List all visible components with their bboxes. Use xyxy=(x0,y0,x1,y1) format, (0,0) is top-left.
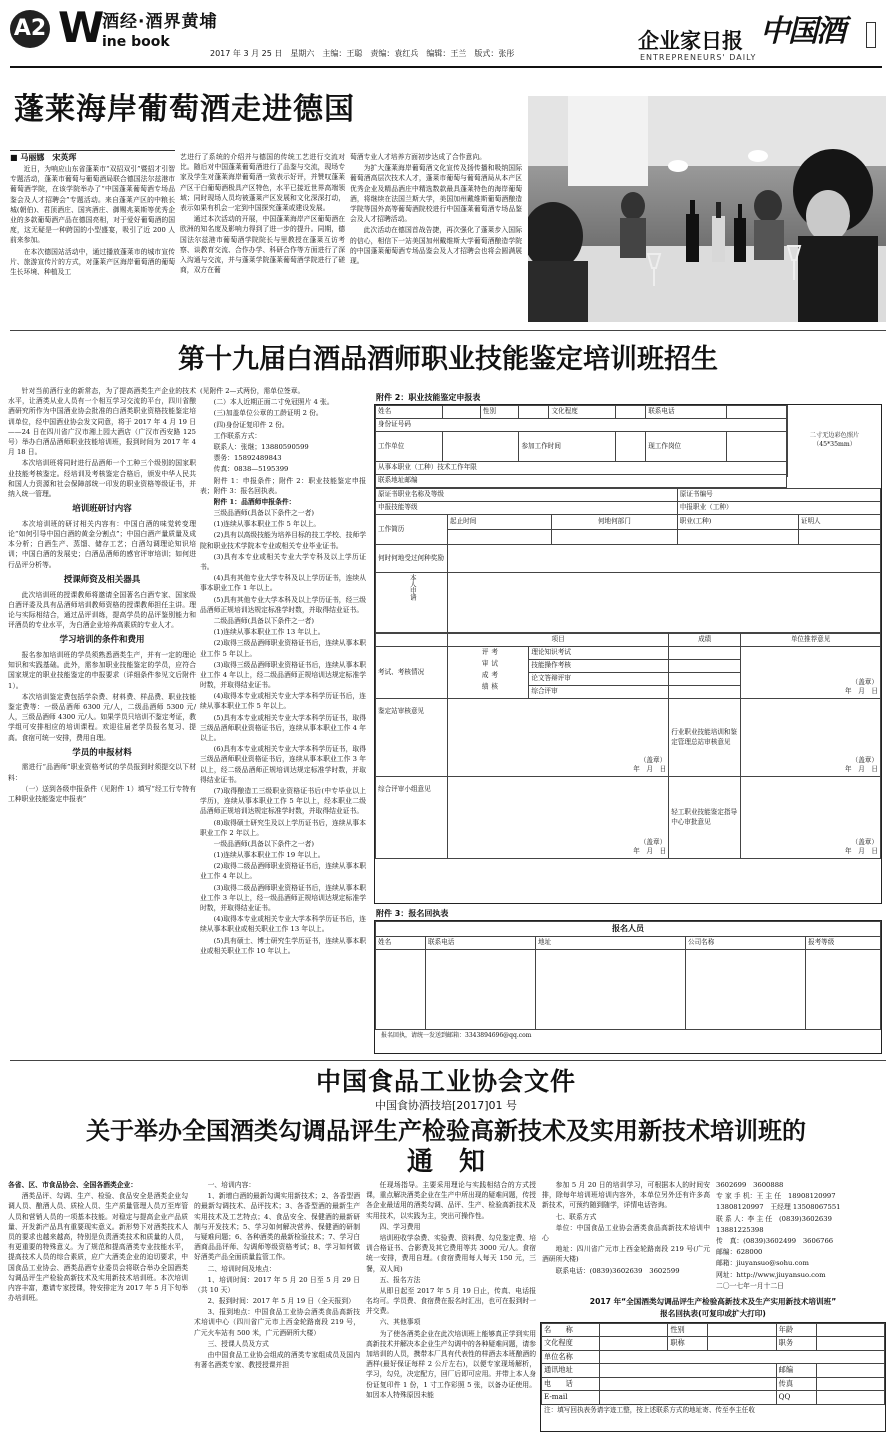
paragraph: 从即日起至 2017 年 5 月 19 日止，传真、电话报名均可。学员费、食宿费在报名时汇出，也可在报到时一并交费。 xyxy=(366,1286,536,1316)
form-label: 联系地址邮编 xyxy=(376,475,787,488)
paragraph: (4)取得本专业或相关专业大学本科学历证书后，连续从事本职业工作 5 年以上。 xyxy=(200,692,366,711)
masthead-rule xyxy=(10,66,882,68)
paragraph: 13881225398 xyxy=(716,1225,764,1234)
form-label xyxy=(448,699,669,777)
form-label: 联系电话 xyxy=(646,406,727,419)
form3-footer: 报名回执，请统一发送到邮箱：3343894696@qq.com xyxy=(381,1031,532,1039)
form-label: 公司名称 xyxy=(686,936,806,949)
form-label: 参加工作时间 xyxy=(519,432,616,462)
registration-receipt-form xyxy=(374,920,882,1054)
paragraph: （一）送到各级申报条件（见附件 1）填写“经工行专特有工种职业技能鉴定申报表” xyxy=(8,784,196,803)
form-label: 成绩 xyxy=(669,634,741,647)
paragraph: (2)取得三级品酒师职业资格证书后，连续从事本职业工作 5 年以上。 xyxy=(200,639,366,658)
form-label: 通讯地址 xyxy=(542,1364,600,1377)
paragraph: 二〇一七年一月十二日 xyxy=(716,1281,784,1290)
date-text: 年 月 日 xyxy=(633,847,667,856)
receipt-form-note: 注：填写回执表务请字迹工整，按上述联系方式的地址寄、传至李主任收 xyxy=(544,1405,755,1414)
paragraph: (5)具有其他专业大学本科及以上学历证书，经三级品酒师正规培训达规定标准学时数，并取得结业证书。 xyxy=(200,595,366,614)
form-cell xyxy=(448,545,881,573)
date-text: 年 月 日 xyxy=(633,765,667,774)
article2-col1 xyxy=(8,386,196,1056)
form-cell xyxy=(519,406,549,419)
paragraph: 四、学习费用 xyxy=(379,1222,421,1231)
form-cell xyxy=(600,1377,777,1390)
paragraph: 需进行“品酒师”职业资格考试的学员报到时须提交以下材料： xyxy=(8,763,196,782)
paragraph: (3)取得三级品酒师职业资格证书后，连续从事本职业工作 4 年以上，经二级品酒师正规培训达规定标准学时数，并取得结业证书。 xyxy=(200,660,366,690)
paragraph: 参加 5 月 20 日的培训学习，可根据本人的时间安排，除每年培训班培训内容外，本单位另外还有许多高新技术，可预约随到随学，详情电话咨询。 xyxy=(542,1181,710,1210)
form-cell xyxy=(600,1350,885,1363)
form-label: 技能操作考核 xyxy=(529,660,669,673)
paragraph: 联系人：张继；13880590599 xyxy=(213,442,309,451)
paragraph: 工作联系方式： xyxy=(213,431,262,440)
paragraph: 单位：中国食品工业协会酒类食品高新技术培训中心 xyxy=(542,1223,710,1242)
form-label: 单位推荐意见 xyxy=(741,634,881,647)
paragraph: 任现场指导。主要采用理论与实践相结合的方式授课，重点解决酒类企业在生产中所出现的疑难问题，传授各企业最适用的酒类勾调、品评、生产、检验高新技术及实用技术，以实践为主，突出可操作性。 xyxy=(366,1181,536,1220)
article3-col2 xyxy=(194,1180,360,1432)
paragraph: 地址：四川省广元市上西金轮路南段 219 号(广元酒研所大楼) xyxy=(542,1245,710,1264)
photo-illustration xyxy=(528,96,886,322)
form-cell xyxy=(816,1337,884,1350)
form-label: E-mail xyxy=(542,1391,600,1404)
form-label: 职称 xyxy=(668,1337,708,1350)
form3-table xyxy=(375,921,881,1030)
paragraph: 此次活动在德国首战告捷，再次强化了蓬莱步入国际的信心，相信下一站美国加州戴维斯大学葡萄酒酿造学院的中国蓬莱葡萄酒专场品鉴会及人才招聘会也将会圆满展现。 xyxy=(350,226,522,265)
form-cell xyxy=(426,949,536,1029)
paragraph: 萄酒专业人才培养方面初步达成了合作意向。 xyxy=(350,153,486,161)
article3-headline-2: 通 知 xyxy=(406,1147,485,1177)
subhead-content: 培训班研讨内容 xyxy=(72,504,132,515)
date-text: 年 月 日 xyxy=(845,847,878,856)
paper-name: 企业家日报 xyxy=(638,29,743,53)
paragraph: (2)取得二级品酒师职业资格证书后，连续从事本职业工作 4 年以上。 xyxy=(200,862,366,881)
article3-col1 xyxy=(8,1180,188,1432)
attachment1-title: 附件 1：品酒师申报条件： xyxy=(213,497,296,506)
form-label: 报考等级 xyxy=(806,936,881,949)
paragraph: (二）本人近期正面二寸免冠照片 4 张。 xyxy=(213,398,334,407)
form-cell xyxy=(669,660,741,673)
form-label: 申报技能等级 xyxy=(376,502,678,515)
paragraph: 七、联系方式 xyxy=(555,1212,597,1221)
paragraph: (1)连续从事本职业工作 13 年以上。 xyxy=(213,628,325,637)
paragraph: (四)身份证复印件 2 份。 xyxy=(213,420,289,429)
article1-headline: 蓬莱海岸葡萄酒走进德国 xyxy=(14,92,355,127)
article3-col4 xyxy=(542,1180,710,1290)
article1-col3 xyxy=(350,152,522,324)
form-cell xyxy=(708,1337,776,1350)
form-cell xyxy=(806,949,881,1029)
form-label: 姓名 xyxy=(376,936,426,949)
form-label: 从事本职业（工种）技术工作年限 xyxy=(376,462,787,475)
paragraph: 邮编：628000 xyxy=(716,1248,763,1257)
paragraph: 培训班收学杂费、实验费、资料费、勾兑鉴定费、培训合格证书、合影费及其它费用等共 3000 元/人。食宿统一安排，费用自理。(食宿费用每人每天 150 元，三餐，双人间) xyxy=(366,1233,536,1273)
form-label: 工作单位 xyxy=(376,432,443,462)
form-cell xyxy=(536,949,686,1029)
form2-title: 附件 2：职业技能鉴定申报表 xyxy=(376,393,481,402)
paragraph: 艺进行了系统的介绍并与德国的传统工艺进行交流对比。随后对中国蓬莱葡萄酒进行了品鉴与交流，现场专家及学生对蓬莱海岸葡萄酒一致表示好评，并赞叹蓬莱产区干白葡萄酒极具产区特色，水平已接近世界高端领域；同时现场人员均被蓬莱产区发展和文化深深打动，表示如果有机会一定到中国探究蓬莱或建设发展。 xyxy=(180,153,345,212)
form-label: 单位名称 xyxy=(542,1350,600,1363)
form-cell xyxy=(616,432,646,462)
paragraph: 网址：http://www.jiuyansuo.com xyxy=(716,1270,826,1279)
paragraph: 2、报到时间：2017 年 5 月 19 日（全天报到） xyxy=(207,1297,355,1306)
paragraph: 三、授课人员及方式 xyxy=(207,1339,269,1348)
form-label: 性别 xyxy=(480,406,519,419)
form-cell xyxy=(600,1337,668,1350)
paper-name-en: ENTREPRENEURS' DAILY xyxy=(640,53,757,62)
form-label: 职务 xyxy=(776,1337,816,1350)
form-cell xyxy=(727,406,787,419)
paragraph: 附件 1：申报条件；附件 2：职业技能鉴定申报表；附件 3：报名回执表。 xyxy=(200,476,366,495)
paragraph: 三级品酒师(具备以下条件之一者) xyxy=(213,509,315,518)
seal-text: （盖章） xyxy=(851,755,878,764)
paragraph: 二、培训时间及地点： xyxy=(207,1264,276,1273)
section-title: 酒经·酒界黄埔 xyxy=(102,12,218,32)
paragraph: (见附件 2—式两份，需单位签章。 xyxy=(200,387,305,395)
paragraph: 针对当前酒行业的新常态，为了提高酒类生产企业的技术水平，让酒类从业人员有一个相互学习交流的平台，四川省酿酒研究所作为中国酒业协会批准的白酒类职业资格技能鉴定培训单位，经中国酒业协会发文同意，将于 2017 年 4 月 19 日——24 日在四川省广汉市湘上园大酒店（广汉市西安路 125 号）举办白酒品酒师职业技能培训班，报到时间为 2017 年 4 月 18 日。 xyxy=(8,387,196,457)
paragraph: 由中国食品工业协会组成的酒类专家组成员及国内有著名酒类专家、教授授课并担 xyxy=(194,1351,360,1370)
paragraph: 在本次德国站活动中，通过播放蓬莱市的城市宣传片、旅游宣传片的方式，对蓬莱产区海岸葡萄酒的葡萄生长环境、种植及工 xyxy=(10,247,175,276)
form-label: 何地何部门 xyxy=(551,515,677,530)
vertical-tag xyxy=(866,22,876,48)
form-label: 理论知识考试 xyxy=(529,647,669,660)
paragraph: (6)具有本专业或相关专业大学本科学历证书，取得三级品酒师职业资格证书后，连续从事本职业工作 3 年以上，经二级品酒师正规培训达规定标准学时数，并取得结业证书。 xyxy=(200,745,366,784)
paragraph: 传真：0838—5195399 xyxy=(213,465,289,474)
subhead-apply: 学员的申报材料 xyxy=(72,747,132,758)
form-cell xyxy=(669,686,741,699)
paragraph: (5)具有本专业或相关专业大学本科学历证书，取得三级品酒师职业资格证书后，连续从事本职业工作 4 年以上。 xyxy=(200,713,366,742)
paragraph: 为了使各酒类企业在此次培训班上能够真正学到实用高新技术并解决本企业生产勾调中的各种疑难问题，请参加培训的人员，携带本厂具有代表性的样酒去本班酿酒的酒样(最好保证每样 2 公斤左右)，以便专家现场解析，学习，勾兑，决定配方，回厂后即可应用。并带上本人身份证复印件 1 份，1 寸工作彩照 5 张，以备办证使用。如因本人特殊原因未能 xyxy=(366,1329,536,1399)
paragraph: 票务：15892489843 xyxy=(213,454,282,463)
paragraph: (4)取得本专业或相关专业大学本科学历证书后，连续从事本职业或相关职业工作 13 年以上。 xyxy=(200,915,366,934)
form-table-grades xyxy=(375,633,881,859)
paragraph: 联系电话：(0839)3602639 3602599 xyxy=(555,1266,680,1275)
form-label: 考试、考核情况 xyxy=(376,647,448,699)
article3-col5 xyxy=(716,1180,886,1290)
section-rule xyxy=(10,330,886,331)
form-label: 联系电话 xyxy=(426,936,536,949)
receipt-form-title: 2017 年“全国酒类勾调品评生产检验高新技术及生产实用新技术培训班” xyxy=(589,1297,837,1306)
form-cell xyxy=(727,432,787,462)
form-label: QQ xyxy=(776,1391,816,1404)
form-label: 原证书职业名称及等级 xyxy=(376,489,678,502)
form-cell xyxy=(376,949,426,1029)
form-label: 鉴定站审核意见 xyxy=(376,699,448,777)
form-label: 文化程度 xyxy=(549,406,616,419)
paragraph: 酒类品评、勾调、生产、检验、食品安全是酒类企业勾调人员、酿酒人员、质检人员、生产质量管理人员万至库管人员和营销人员的一项基本技能。对稳定与提高企业产品质量、开发新产品具有重要现实意义。新形势下对酒类技术人员的要求也越来越高，特别是负责酒类技术和质量的人员，有更重要的特殊意义。为了规范和提高酒类专业技能水平，提高技术人员的综合素质，应广大酒类企业的迫切要求，中国食品工业协会、酒类品酒专业委员会将联合举办全国酒类勾调品评生产检验高新技术及实用新技术培训班。本次培训内容丰富，邀请专家授课，特安排定为 2017 年 5 月下旬举办培训班。 xyxy=(8,1192,188,1303)
form3-title: 附件 3：报名回执表 xyxy=(376,909,449,918)
subhead-teachers: 授课师资及相关器具 xyxy=(63,574,141,585)
form-cell xyxy=(551,530,677,545)
form-label: 现工作岗位 xyxy=(646,432,727,462)
paragraph: (1)连续从事本职业工作 19 年以上。 xyxy=(213,851,325,860)
paragraph: (1)连续从事本职业工作 5 年以上。 xyxy=(213,520,321,529)
form-cell xyxy=(376,634,448,647)
form-cell xyxy=(600,1324,668,1337)
paragraph: 联 系 人：李 主 任 (0839)3602639 xyxy=(716,1214,832,1223)
form-label: 原证书编号 xyxy=(677,489,880,502)
paragraph: 为扩大蓬莱海岸葡萄酒文化宣传及扬传播和吸纳国际葡萄酒高层次技术人才，蓬莱市葡萄与葡萄酒局从本产区优秀企业及精品酒庄中精选数款最具蓬莱特色的海岸葡萄酒，将继续在法国兰斯大学，美国加州戴维斯葡萄酒酿造学院等国外高等葡萄酒院校进行中国蓬莱葡萄酒专场品鉴会及人才招聘活动。 xyxy=(350,164,522,224)
form-label: 轻工职业技能鉴定指导中心审批意见 xyxy=(669,777,741,859)
form-cell xyxy=(600,1364,777,1377)
section-letter: W xyxy=(58,3,105,52)
form-label: 传真 xyxy=(776,1377,816,1390)
date-text: 年 月 日 xyxy=(845,765,878,774)
paragraph: 本次培训鉴定费包括学杂费、材料费、样品费、职业技能鉴定费等：一级品酒师 6300 元/人，二级品酒师 5300 元/人，三级品酒师 4300 元/人。如果学员只培训不鉴定考证，教学组可安排相应的培训课程。欢迎往届老学员报名复习、提高。食宿可统一安排，费用自理。 xyxy=(8,692,196,742)
paragraph: 1、新增白酒的最新勾调实用新技术；2、各香型酒的最新勾调技术、品评技术；3、各香型酒的最新生产实用技术及工艺特点；4、食品安全、保健酒的最新研制与开发技术；5、学习如何解决营养、保健酒的研制与疑难问题；6、各种酒类的最新检验技术；7、学习白酒商品品评师、勾调师等级资格考试；8、学习如何做好酒类产品全面质量监管工作。 xyxy=(194,1192,360,1262)
form-label: 申报职业（工种） xyxy=(677,502,880,515)
form-cell xyxy=(442,432,519,462)
paragraph: 13808120997 王经理 13508067551 xyxy=(716,1203,841,1212)
form-label: 年龄 xyxy=(776,1324,816,1337)
form-table-top xyxy=(375,405,787,488)
form-label: 工作简历 xyxy=(376,515,448,545)
form-label: 何时何地受过何种奖励 xyxy=(376,545,448,573)
paragraph: 本次培训班的研讨相关内容有：中国白酒的味觉转变理论“如何引导中国白酒的黄金分割点”；中国白酒产量质量及成本分析；白酒生产、蒸馏、储存工艺；白酒勾调理论知识培训；中国白酒的发展史；白酒品酒师的感官评审培训；如何进行品评分析等。 xyxy=(8,519,196,569)
seal-text: （盖章） xyxy=(639,755,667,764)
form-cell xyxy=(816,1324,884,1337)
article1-byline: ■ 马丽娜 宋英珲 xyxy=(10,153,77,162)
form-label xyxy=(741,647,881,699)
form-label: 职业(工种) xyxy=(677,515,798,530)
subhead-conditions: 学习培训的条件和费用 xyxy=(59,635,145,646)
seal-text: （盖章） xyxy=(851,837,878,846)
paragraph: 六、其他事项 xyxy=(379,1318,421,1327)
wine-tasting-photo xyxy=(528,96,886,322)
form-label: 论文答辩评审 xyxy=(529,673,669,686)
form-cell xyxy=(448,573,881,633)
paragraph: (4)具有其他专业大学专科及以上学历证书，连续从事本职业工作 1 年以上。 xyxy=(200,574,366,593)
paragraph: (5)具有硕士、博士研究生学历证书，连续从事本职业或相关职业工作 10 年以上。 xyxy=(200,936,366,955)
paragraph: 近日，为响应山东省蓬莱市“双招双引”暨招才引智专题活动，蓬莱市葡萄与葡萄酒局联合德国法尔兹港市葡萄酒学院，在该学院举办了“中国蓬莱葡萄酒专场品鉴会及人才招聘会”专题活动。来自蓬莱产区的中粮长城(朝伯)、君顶酒庄、国宾酒庄、御赐兆莱斯等优秀企业的多款葡萄酒产品在德国亮相，对于爱好葡萄酒的国度，这无疑是一种跨国的小型盛宴，吸引了近 200 人前来参加。 xyxy=(10,165,175,245)
form-cell xyxy=(448,530,552,545)
form-label: 起止时间 xyxy=(448,515,552,530)
paragraph: 本次培训班将同时进行品酒师一个工种三个级别的国家职业技能考核鉴定。经培训及考核鉴定合格后，颁发中华人民共和国人力资源和社会保障部统一印发的职业资格等级证书，并纳入统一管理。 xyxy=(8,459,196,498)
form-label: 名 称 xyxy=(542,1324,600,1337)
receipt-form xyxy=(540,1322,886,1432)
article2-col2 xyxy=(200,386,366,1056)
form-cell xyxy=(816,1377,884,1390)
form-label: 邮编 xyxy=(776,1364,816,1377)
page-code-badge: A2 xyxy=(10,10,50,48)
paragraph: 二级品酒师(具备以下条件之一者) xyxy=(213,616,315,625)
form-label xyxy=(741,699,881,777)
form-label: 行业职业技能培训和鉴定管理总站审核意见 xyxy=(669,699,741,777)
form-label: 本人申请 xyxy=(376,573,448,633)
form-cell xyxy=(816,1364,884,1377)
paragraph: 五、报名方法 xyxy=(379,1275,421,1284)
paragraph: (三)加盖单位公章的工龄证明 2 份。 xyxy=(213,409,323,418)
article3-col3 xyxy=(366,1180,536,1432)
form-label xyxy=(741,777,881,859)
form-label: 项目 xyxy=(448,634,669,647)
form-cell xyxy=(686,949,806,1029)
seal-text: （盖章） xyxy=(851,677,878,686)
article3-org-title: 中国食品工业协会文件 xyxy=(315,1067,576,1096)
article3-doc-number: 中国食协酒技培[2017]01 号 xyxy=(374,1099,518,1112)
paragraph: 专 家 手 机：王 主 任 18908120997 xyxy=(716,1192,836,1201)
form-label: 身份证号码 xyxy=(376,419,787,432)
article2-headline: 第十九届白酒品酒师职业技能鉴定培训班招生 xyxy=(178,344,718,375)
paragraph: 此次培训班的授课教师将邀请全国著名白酒专家、国家级白酒评委及具有品酒师培训教师资格的授课教师担任主讲。理论与实际相结合，通过品评训练，提高学员的品评鉴别能力和评酒员的专业水平，为白酒企业培养高素质的专业人才。 xyxy=(8,590,196,630)
form-label: 综合评审小组意见 xyxy=(376,777,448,859)
form-cell xyxy=(816,1391,884,1404)
form-table-main xyxy=(375,488,881,633)
paragraph: (3)取得二级品酒师职业资格证书后，连续从事本职业工作 3 年以上，经一级品酒师正规培训达规定标准学时数，并取得结业证书。 xyxy=(200,883,366,912)
form-label: 电 话 xyxy=(542,1377,600,1390)
form3-subtitle: 报名人员 xyxy=(376,922,881,937)
paragraph: (3)具有本专业或相关专业大学专科及以上学历证书。 xyxy=(200,552,366,571)
application-form xyxy=(374,404,882,904)
paragraph: 1、培训时间：2017 年 5 月 20 日至 5 月 29 日（共 10 天） xyxy=(194,1275,360,1294)
form-label: 地址 xyxy=(536,936,686,949)
form-cell xyxy=(669,673,741,686)
photo-box: 二寸无边彩色照片（45*35mm） xyxy=(787,405,881,477)
paragraph: 各省、区、市食品协会、全国各酒类企业： xyxy=(8,1181,138,1189)
form-cell xyxy=(442,406,480,419)
date-text: 年 月 日 xyxy=(845,687,878,696)
paragraph: 通过本次活动的开展，中国蓬莱海岸产区葡萄酒在欧洲的知名度及影响力得到了进一步的提升。同期，德国法尔兹港市葡萄酒学院院长与里教授在蓬莱互访考察、谈教育交流、合作办学、科研合作等方面进行了深入沟通与交流，并与蓬莱学院蓬莱葡萄酒学院进行了磋商，双方在葡 xyxy=(180,215,345,275)
paper-calligraphy-logo: 中国酒 xyxy=(760,14,844,49)
dateline: 2017 年 3 月 25 日 星期六 主编：王聪 责编：袁红兵 编辑：王兰 版式：张彤 xyxy=(210,49,515,58)
form-cell xyxy=(669,647,741,660)
form-cell xyxy=(708,1324,776,1337)
form-cell xyxy=(616,406,646,419)
article1-col1 xyxy=(10,164,175,324)
article1-col2 xyxy=(180,152,345,324)
paragraph: 传 真：(0839)3602499 3606766 xyxy=(716,1236,834,1245)
form-label: 性别 xyxy=(668,1324,708,1337)
form-label: 综合评审 xyxy=(529,686,669,699)
paragraph: 3、报到地点：中国食品工业协会酒类食品高新技术培训中心（四川省广元市上西金轮路南段 219 号，广元火车站有 500 米，广元酒研所大楼） xyxy=(194,1308,360,1337)
receipt-table xyxy=(541,1323,885,1405)
paragraph: (8)取得硕士研究生及以上学历证书后，连续从事本职业工作 2 年以上。 xyxy=(200,818,366,837)
form-cell xyxy=(600,1391,777,1404)
paragraph: 一、培训内容： xyxy=(207,1181,256,1189)
form-cell xyxy=(798,530,880,545)
form-label xyxy=(448,777,669,859)
paragraph: 3602699 3600888 xyxy=(716,1181,784,1189)
seal-text: （盖章） xyxy=(639,837,667,846)
article3-headline: 关于举办全国酒类勾调品评生产检验高新技术及实用新技术培训班的 xyxy=(86,1116,806,1145)
section-subtitle: ine book xyxy=(102,34,170,50)
form-label: 文化程度 xyxy=(542,1337,600,1350)
paragraph: (2)具有以高级技能为培养目标的技工学校、技师学院和职业技术学院本专业或相关专业毕业证书。 xyxy=(200,531,366,550)
receipt-form-subtitle: 报名回执表(可复印或扩大打印) xyxy=(660,1309,766,1318)
form-label: 考试考核评审成绩 xyxy=(448,647,529,699)
byline-rule xyxy=(10,150,175,151)
paragraph: (7)取得酿造工三级职业资格证书后(中专毕业以上学历)，连续从事本职业工作 5 年以上，经本职业二级品酒师正规培训达规定标准学时数，并取得结业证书。 xyxy=(200,786,366,816)
paragraph: 报名参加培训班的学员须熟悉酒类生产，并有一定的理论知识和实践基础。此外，需参加职业技能鉴定的学员，应符合国家规定的职业技能鉴定的申报要求（详细条件参见文后附件 1）。 xyxy=(8,651,196,690)
form-cell xyxy=(677,530,798,545)
paragraph: 一级品酒师(具备以下条件之一者) xyxy=(213,839,315,848)
paragraph: 邮箱：jiuyansuo@sohu.com xyxy=(716,1259,809,1268)
attachment1-list xyxy=(200,508,366,956)
form-label: 姓名 xyxy=(376,406,443,419)
section-rule xyxy=(10,1060,886,1061)
form-label: 证明人 xyxy=(798,515,880,530)
